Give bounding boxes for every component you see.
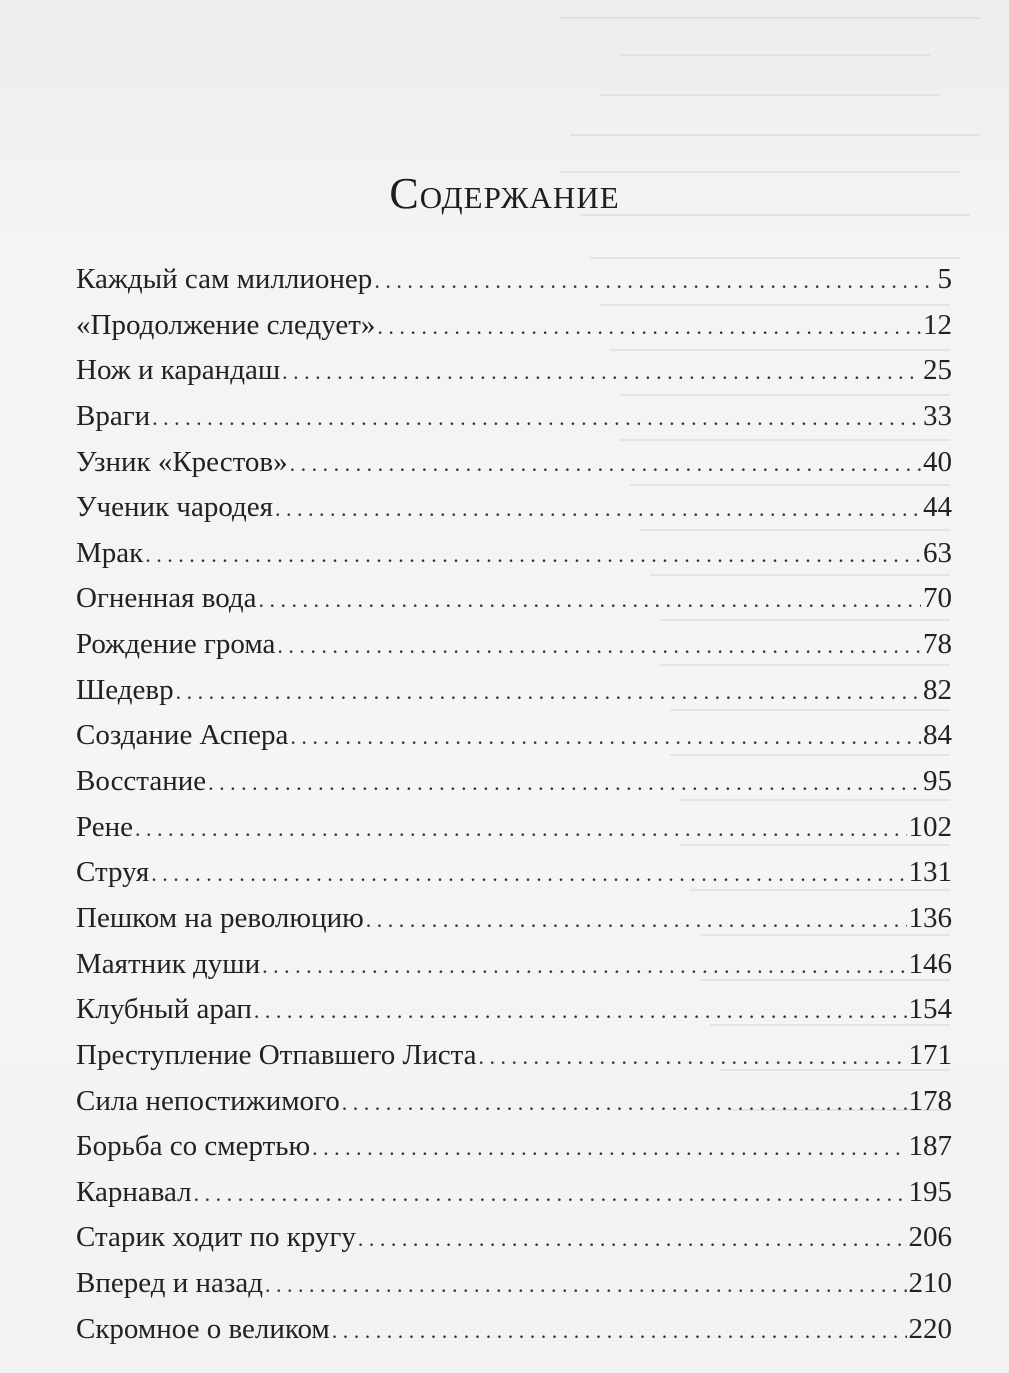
dot-leader bbox=[377, 304, 921, 349]
toc-entry-title: Клубный арап bbox=[76, 993, 252, 1026]
toc-entry[interactable] bbox=[76, 668, 952, 714]
toc-entry-page: 95 bbox=[923, 765, 952, 798]
toc-entry-title: Рождение грома bbox=[76, 628, 276, 661]
dot-leader bbox=[152, 395, 921, 440]
dot-leader bbox=[366, 897, 907, 942]
toc-entry-page: 12 bbox=[923, 308, 952, 341]
toc-entry-title: Вперед и назад bbox=[76, 1267, 263, 1300]
dot-leader bbox=[342, 1080, 907, 1125]
toc-entry-title: Каждый сам миллионер bbox=[76, 263, 373, 295]
dot-leader bbox=[194, 1171, 907, 1216]
toc-entry-title: Враги bbox=[76, 399, 151, 432]
dot-leader bbox=[135, 806, 906, 851]
toc-entry-page: 102 bbox=[908, 810, 952, 843]
toc-entry-title: Пешком на революцию bbox=[76, 901, 364, 934]
toc-entry-title: Струя bbox=[76, 856, 150, 889]
toc-entry[interactable] bbox=[76, 531, 952, 577]
toc-entry-title: Мрак bbox=[76, 536, 144, 569]
toc-entry-page: 210 bbox=[908, 1267, 952, 1300]
toc-entry[interactable] bbox=[76, 485, 952, 531]
toc-entry[interactable] bbox=[76, 1033, 952, 1079]
toc-entry-page: 78 bbox=[923, 628, 952, 661]
toc-entry[interactable] bbox=[76, 1079, 952, 1125]
dot-leader bbox=[332, 1308, 907, 1353]
toc-entry-title: Маятник души bbox=[76, 947, 261, 980]
toc-entry[interactable] bbox=[76, 348, 952, 394]
toc-entry-page: 187 bbox=[908, 1130, 952, 1163]
toc-entry-page: 206 bbox=[908, 1221, 952, 1254]
toc-entry-title: Восстание bbox=[76, 765, 207, 798]
dot-leader bbox=[282, 349, 921, 394]
toc-entry-title: Преступление Отпавшего Листа bbox=[76, 1038, 477, 1071]
toc-entry-page: 220 bbox=[908, 1312, 952, 1345]
dot-leader bbox=[479, 1034, 907, 1079]
toc-entry-title: Карнавал bbox=[76, 1175, 192, 1208]
toc-entry[interactable] bbox=[76, 805, 952, 851]
toc-entry-page: 44 bbox=[923, 491, 952, 524]
toc-entry-page: 70 bbox=[923, 582, 952, 615]
toc-entry-page: 136 bbox=[908, 901, 952, 934]
dot-leader bbox=[358, 1216, 907, 1261]
toc-entry-page: 178 bbox=[908, 1084, 952, 1117]
dot-leader bbox=[277, 623, 921, 668]
dot-leader bbox=[312, 1125, 906, 1170]
toc-entry-page: 154 bbox=[908, 993, 952, 1026]
toc-entry-title: Сила непостижимого bbox=[76, 1084, 340, 1117]
dot-leader bbox=[275, 486, 921, 531]
toc-entry-title: Узник «Крестов» bbox=[76, 445, 288, 478]
dot-leader bbox=[145, 532, 921, 577]
toc-entry-page: 84 bbox=[923, 719, 952, 752]
toc-entry[interactable] bbox=[76, 1170, 952, 1216]
toc-entry-page: 5 bbox=[937, 263, 952, 295]
toc-entry[interactable] bbox=[76, 987, 952, 1033]
toc-entry-title: Борьба со смертью bbox=[76, 1130, 311, 1163]
toc-entry-page: 195 bbox=[908, 1175, 952, 1208]
dot-leader bbox=[290, 714, 921, 759]
toc-entry[interactable] bbox=[76, 576, 952, 622]
toc-entry[interactable] bbox=[76, 622, 952, 668]
toc-entry-title: Рене bbox=[76, 810, 134, 843]
page-title: Содержание bbox=[389, 169, 620, 218]
dot-leader bbox=[208, 760, 921, 805]
toc-entry[interactable] bbox=[76, 1261, 952, 1307]
toc-entry-page: 131 bbox=[908, 856, 952, 889]
toc-entry[interactable] bbox=[76, 440, 952, 486]
toc-entry-title: Старик ходит по кругу bbox=[76, 1221, 356, 1254]
dot-leader bbox=[265, 1262, 907, 1307]
dot-leader bbox=[374, 258, 935, 303]
dot-leader bbox=[290, 441, 921, 486]
toc-entry-page: 63 bbox=[923, 536, 952, 569]
toc-entry-page: 82 bbox=[923, 673, 952, 706]
toc-entry-title: Создание Аспера bbox=[76, 719, 289, 752]
dot-leader bbox=[176, 669, 921, 714]
toc-entry-title: Огненная вода bbox=[76, 582, 257, 615]
toc-entry[interactable] bbox=[76, 759, 952, 805]
toc-entry[interactable] bbox=[76, 394, 952, 440]
toc-entry-page: 171 bbox=[908, 1038, 952, 1071]
toc-entry[interactable] bbox=[76, 303, 952, 349]
dot-leader bbox=[259, 577, 921, 622]
toc-entry-page: 25 bbox=[923, 354, 952, 387]
toc-entry[interactable] bbox=[76, 1124, 952, 1170]
toc-entry[interactable] bbox=[76, 1307, 952, 1353]
toc-entry-title: «Продолжение следует» bbox=[76, 308, 376, 341]
toc-entry[interactable] bbox=[76, 850, 952, 896]
toc-entry[interactable] bbox=[76, 257, 952, 303]
toc-entry[interactable] bbox=[76, 896, 952, 942]
toc-entry-page: 33 bbox=[923, 399, 952, 432]
toc-entry[interactable] bbox=[76, 713, 952, 759]
toc-entry[interactable] bbox=[76, 942, 952, 988]
toc-entry-title: Шедевр bbox=[76, 673, 174, 706]
toc-entry-title: Нож и карандаш bbox=[76, 354, 281, 387]
dot-leader bbox=[254, 988, 907, 1033]
toc-entry-page: 146 bbox=[908, 947, 952, 980]
toc-entry-title: Скромное о великом bbox=[76, 1312, 330, 1345]
toc-entry-page: 40 bbox=[923, 445, 952, 478]
dot-leader bbox=[151, 851, 906, 896]
toc-entry[interactable] bbox=[76, 1215, 952, 1261]
table-of-contents bbox=[76, 257, 952, 1352]
toc-entry-title: Ученик чародея bbox=[76, 491, 273, 524]
dot-leader bbox=[262, 943, 906, 988]
